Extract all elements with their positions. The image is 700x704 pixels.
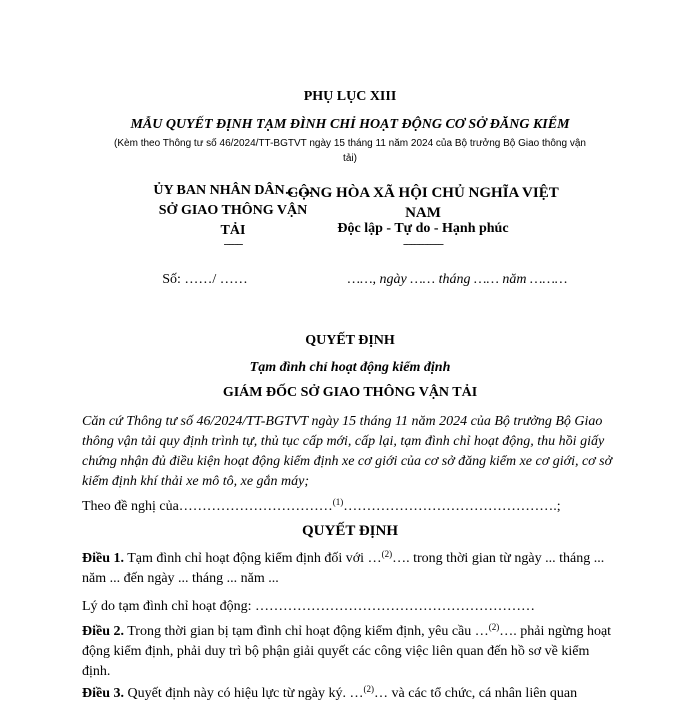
article-2-text-b: …. phải ngừng hoạt động kiểm định, phải duy trì bộ phận giải quyết các công việc liên quan đến hồ sơ về kiểm định. <box>82 624 612 679</box>
article-1-footnote-ref: (2) <box>381 549 393 559</box>
document-number: Số: ……/ …… <box>162 272 248 287</box>
decision-subject: Tạm đình chỉ hoạt động kiểm định <box>249 360 451 375</box>
proposal-footnote-ref: (1) <box>332 497 344 507</box>
decision-authority: GIÁM ĐỐC SỞ GIAO THÔNG VẬN TẢI <box>222 385 478 400</box>
national-title-line-2: NAM <box>405 205 441 221</box>
reference-line-2: tải) <box>343 153 357 164</box>
proposal-fill: ……………………………………….; <box>343 499 561 514</box>
suspension-reason: Lý do tạm đình chỉ hoạt động: …………………………………………………… <box>82 599 536 614</box>
national-title <box>278 183 568 223</box>
authority-line-3: TẢI <box>220 223 246 238</box>
appendix-reference <box>70 136 630 166</box>
authority-line-1: ỦY BAN NHÂN DÂN…… <box>153 183 313 198</box>
article-2-footnote-ref: (2) <box>488 622 500 632</box>
article-2 <box>82 622 618 682</box>
article-2-text-a: Trong thời gian bị tạm đình chỉ hoạt động kiểm định, yêu cầu … <box>124 624 489 639</box>
article-2-label: Điều 2. <box>82 624 124 639</box>
article-3-text-a: Quyết định này có hiệu lực từ ngày ký. … <box>124 686 364 701</box>
authority-line-2: SỞ GIAO THÔNG VẬN <box>158 203 308 218</box>
article-1-text-b: …. trong thời gian từ ngày ... tháng ... năm ... đến ngày ... tháng ... năm ... <box>82 551 605 586</box>
authority-divider: ------- <box>223 238 243 250</box>
article-1 <box>82 549 618 589</box>
proposal-text: Theo đề nghị của…………………………… <box>82 499 333 514</box>
appendix-title: PHỤ LỤC XIII <box>303 89 397 104</box>
national-title-line-1: CỘNG HÒA XÃ HỘI CHỦ NGHĨA VIỆT <box>287 185 559 201</box>
motto-divider: --------------- <box>403 238 443 250</box>
article-3 <box>82 684 618 704</box>
appendix-subtitle: MẪU QUYẾT ĐỊNH TẠM ĐÌNH CHỈ HOẠT ĐỘNG CƠ SỞ ĐĂNG KIỂM <box>130 117 570 132</box>
proposal-line <box>82 497 618 517</box>
decision-title: QUYẾT ĐỊNH <box>305 333 395 348</box>
article-1-text-a: Tạm đình chỉ hoạt động kiểm định đối với … <box>124 551 382 566</box>
legal-basis: Căn cứ Thông tư số 46/2024/TT-BGTVT ngày 15 tháng 11 năm 2024 của Bộ trưởng Bộ Giao thông vận tải quy định trình tự, thủ tục cấp mới, cấp lại, tạm đình chỉ hoạt động, thu hồi giấy chứng nhận đủ điều kiện hoạt động kiểm định xe cơ giới của cơ sở đăng kiểm xe cơ giới, cơ sở kiểm định khí thải xe mô tô, xe gắn máy; <box>82 414 613 489</box>
article-3-label: Điều 3. <box>82 686 124 701</box>
place-date: ……, ngày …… tháng …… năm ……… <box>347 272 568 287</box>
decides-heading: QUYẾT ĐỊNH <box>302 523 398 539</box>
article-3-text-b: … và các tổ chức, cá nhân liên quan <box>374 686 578 701</box>
article-1-label: Điều 1. <box>82 551 124 566</box>
article-3-footnote-ref: (2) <box>363 684 375 694</box>
national-motto: Độc lập - Tự do - Hạnh phúc <box>337 221 509 236</box>
reference-line-1: (Kèm theo Thông tư số 46/2024/TT-BGTVT ngày 15 tháng 11 năm 2024 của Bộ trưởng Bộ Giao thông vận <box>114 138 586 149</box>
